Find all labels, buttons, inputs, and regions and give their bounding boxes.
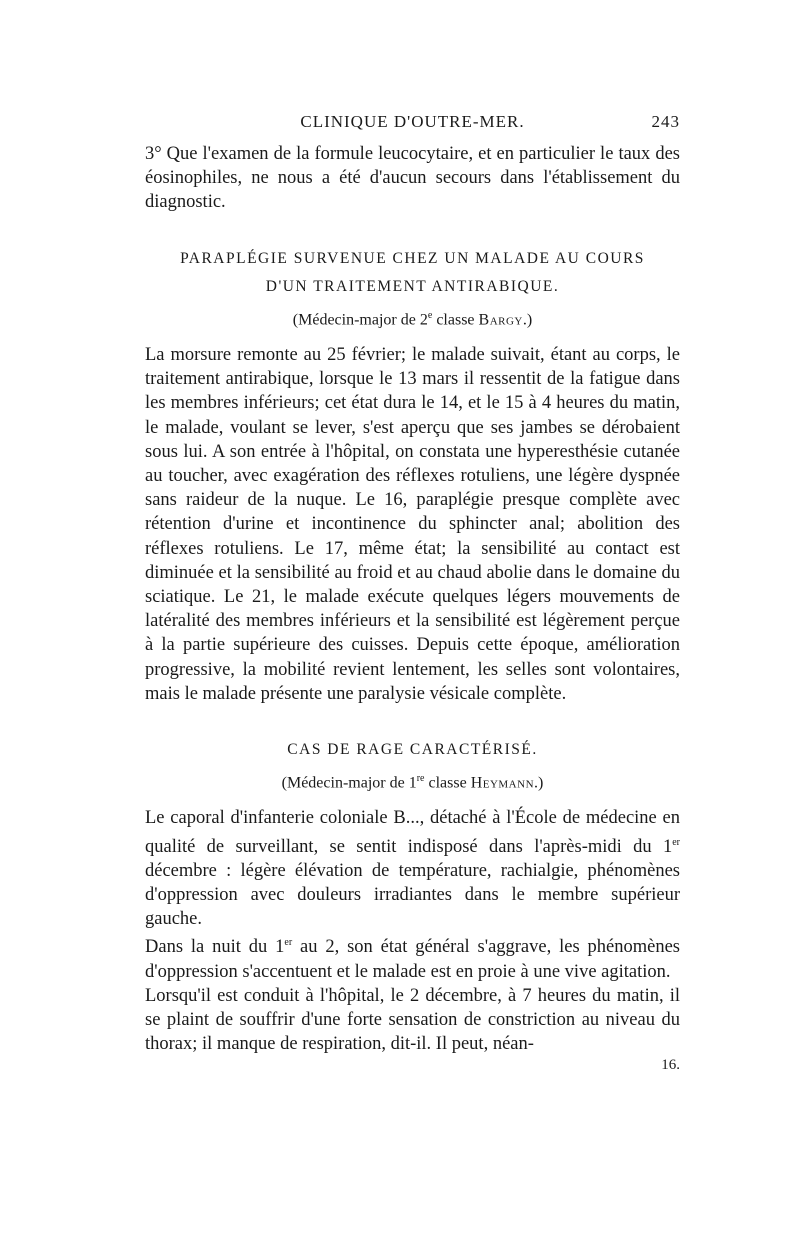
section-paragraph-3: Lorsqu'il est conduit à l'hôpital, le 2 décembre, à 7 heures du matin, il se plaint de souffrir d'une forte sensation de constriction au niveau du thorax; il manque de respiration, dit-il. Il peut, néan- — [145, 986, 680, 1055]
p2-text-a: Dans la nuit du 1 — [145, 937, 285, 958]
section-title-line2: D'UN TRAITEMENT ANTIRABIQUE. — [265, 277, 560, 295]
byline-sup: re — [416, 772, 425, 784]
page-number: 243 — [651, 112, 680, 131]
byline-prefix: (Médecin-major de 2 — [292, 310, 428, 328]
byline-author: Bargy — [478, 310, 523, 328]
byline-prefix: (Médecin-major de 1 — [281, 774, 417, 792]
section-rage — [145, 736, 680, 1057]
p1-text-a: Le caporal d'infanterie coloniale B..., détaché à l'École de médecine en qualité de surveillant, se sentit indisposé dans l'après-midi du 1 — [145, 808, 680, 857]
section-title-line1: PARAPLÉGIE SURVENUE CHEZ UN MALADE AU COURS — [180, 249, 645, 267]
section-title: CAS DE RAGE CARACTÉRISÉ. — [287, 740, 538, 758]
intro-paragraph: 3° Que l'examen de la formule leucocytaire, et en particulier le taux des éosinophiles, ne nous a été d'aucun secours dans l'établissement du diagnostic. — [145, 144, 680, 213]
p2-sup: er — [284, 937, 293, 949]
signature-mark: 16. — [661, 1056, 680, 1073]
section-byline — [145, 303, 680, 333]
p1-sup: er — [672, 836, 680, 848]
byline-suffix: .) — [534, 774, 544, 792]
p1-text-b: décembre : légère élévation de température, rachialgie, phénomènes d'oppression avec douleurs irradiantes dans le membre supérieur gauche. — [145, 860, 680, 930]
section-paragraph-2 — [145, 931, 680, 984]
byline-suffix: .) — [522, 310, 533, 328]
running-head-title: CLINIQUE D'OUTRE-MER. — [300, 112, 525, 131]
byline-mid: classe — [424, 774, 471, 792]
byline-mid: classe — [432, 310, 479, 328]
page-body — [145, 112, 680, 1073]
section-paraplegie — [145, 245, 680, 706]
section-paragraph: La morsure remonte au 25 février; le malade suivait, étant au corps, le traitement antirabique, lorsque le 13 mars il ressentit de la fatigue dans les membres inférieurs; cet état dura le 14, et le 15 à 4 heures du matin, le malade, voulant se lever, s'est aperçu que ses jambes se dérobaient sous lui. A son entrée à l'hôpital, on constata une hyperesthésie cutanée au toucher, avec exagération des réflexes rotuliens, une légère dyspnée sans raideur de la nuque. Le 16, paraplégie presque complète avec rétention d'urine et incontinence du sphincter anal; abolition des réflexes rotuliens. Le 17, même état; la sensibilité au contact est diminuée et la sensibilité au froid et au chaud abolie dans le domaine du sciatique. Le 21, le malade exécute quelques légers mouvements de latéralité des membres inférieurs et la sensibilité est légèrement perçue à la partie supérieure des cuisses. Depuis cette époque, amélioration progressive, la mobilité revient lentement, les selles sont volontaires, mais le malade présente une paralysie vésicale complète. — [145, 344, 680, 704]
byline-author: Heymann — [470, 774, 535, 792]
section-paragraph-1 — [145, 806, 680, 931]
section-byline — [145, 766, 680, 796]
p2-text-b: au 2, son état général s'aggrave, les phénomènes d'oppression s'accentuent et le malade est en proie à une vive agitation. — [145, 937, 680, 982]
running-head — [145, 112, 680, 142]
byline-sup: e — [427, 309, 433, 321]
